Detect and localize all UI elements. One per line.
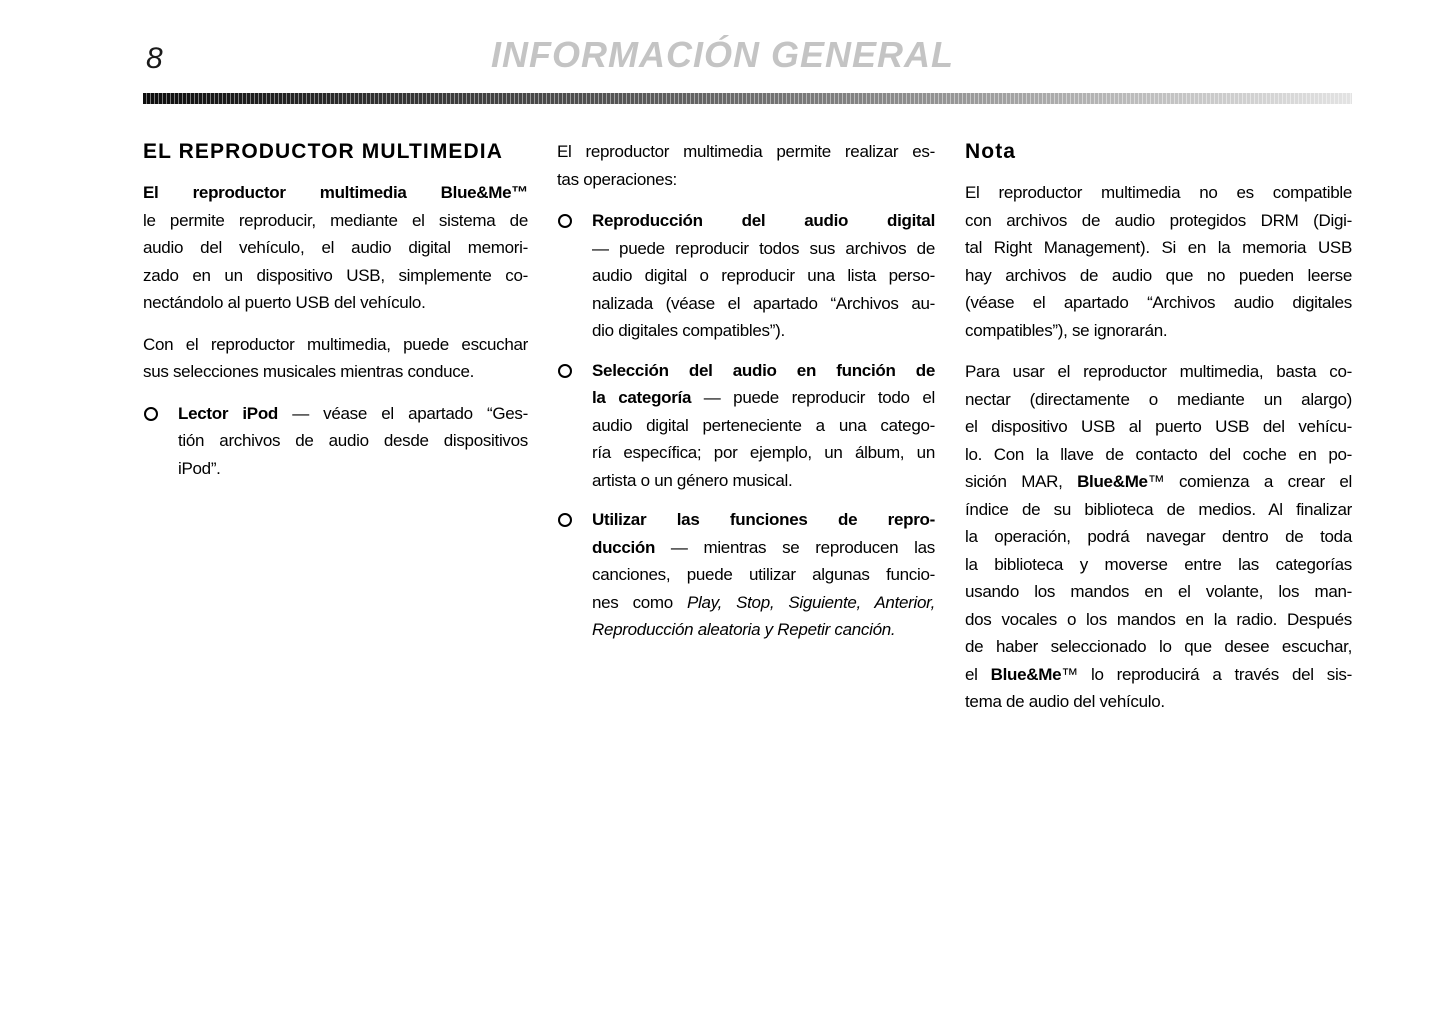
text-line (592, 207, 935, 235)
text-segment: sición MAR, (965, 472, 1078, 491)
text-line (965, 413, 1352, 441)
text-segment: EL REPRODUCTOR MULTIMEDIA (143, 140, 504, 163)
text-segment: el (965, 664, 991, 684)
text-segment: le permite reproducir, mediante el sistema de (143, 210, 528, 230)
text-segment: ™ (1147, 472, 1165, 491)
paragraph (143, 331, 528, 386)
text-segment: ™ (1061, 664, 1078, 684)
text-line (592, 412, 935, 440)
text-line (143, 331, 528, 359)
text-segment: ría específica; por ejemplo, un álbum, un (592, 443, 935, 462)
text-line (592, 467, 935, 495)
text-line (965, 289, 1352, 317)
text-segment: — mientras se reproducen las (655, 537, 935, 557)
paragraph (557, 138, 935, 193)
text-segment: nalizada (véase el apartado “Archivos au- (592, 293, 935, 313)
text-segment: Play, Stop, Siguiente, Anterior, (687, 592, 935, 612)
text-line (592, 235, 935, 263)
text-line (965, 496, 1352, 524)
text-line (592, 439, 935, 467)
column-right (965, 138, 1352, 730)
text-segment: (véase el apartado “Archivos audio digitales (965, 293, 1352, 312)
text-line (965, 358, 1352, 386)
text-segment: zado en un dispositivo USB, simplemente co- (143, 265, 528, 285)
text-segment: audio del vehículo, el audio digital memori- (143, 238, 528, 257)
text-line (965, 468, 1352, 496)
text-line (592, 616, 935, 644)
text-segment: dio digitales compatibles”). (592, 321, 785, 340)
text-segment: Lector iPod (178, 403, 279, 423)
text-columns (143, 138, 1352, 730)
text-line (143, 358, 528, 386)
text-segment: lo reproducirá a través del sis- (1077, 664, 1352, 684)
text-line (965, 234, 1352, 262)
page-header (0, 0, 1445, 93)
bullet-content (178, 400, 528, 483)
text-line (143, 138, 528, 166)
text-line (178, 427, 528, 455)
column-left (143, 138, 528, 730)
text-segment: nectándolo al puerto USB del vehículo. (143, 293, 426, 312)
text-segment: tas operaciones: (557, 169, 677, 189)
text-segment: artista o un género musical. (592, 470, 793, 490)
text-line (592, 589, 935, 617)
text-line (557, 138, 935, 166)
page-title: INFORMACIÓN GENERAL (491, 34, 954, 75)
paragraph (965, 358, 1352, 716)
text-segment: usando los mandos en el volante, los man- (965, 582, 1352, 601)
text-line (965, 317, 1352, 345)
header-divider-bar (143, 93, 1352, 104)
text-line (592, 506, 935, 534)
text-line (965, 661, 1352, 689)
text-segment: el dispositivo USB al puerto USB del vehícu- (965, 417, 1352, 436)
text-segment: Reproducción del audio digital (592, 211, 935, 230)
bullet-content (592, 207, 935, 345)
text-segment: lo. Con la llave de contacto del coche en po- (965, 444, 1352, 464)
text-segment: Blue&Me (990, 664, 1062, 684)
bullet-item (557, 357, 935, 495)
text-segment: Con el reproductor multimedia, puede escuchar (143, 334, 528, 354)
text-segment: canciones, puede utilizar algunas funcio- (592, 565, 935, 584)
bullet-content (592, 357, 935, 495)
text-segment: Utilizar las funciones de repro- (592, 510, 935, 529)
section-heading (143, 138, 528, 166)
text-segment: — puede reproducir todo el (691, 388, 936, 407)
text-line (965, 578, 1352, 606)
column-center (557, 138, 935, 730)
text-line (143, 262, 528, 290)
text-line (557, 166, 935, 194)
text-line (965, 262, 1352, 290)
text-line (965, 606, 1352, 634)
text-line (178, 400, 528, 428)
text-segment: nectar (directamente o mediante un alargo) (965, 389, 1352, 409)
text-line (143, 179, 528, 207)
text-line (143, 234, 528, 262)
text-line (965, 551, 1352, 579)
text-segment: dos vocales o los mandos en la radio. Después (965, 609, 1352, 629)
text-segment: tal Right Management). Si en la memoria USB (965, 238, 1352, 257)
bullet-circle-icon (558, 214, 572, 228)
text-segment: sus selecciones musicales mientras conduce. (143, 362, 475, 381)
text-line (592, 561, 935, 589)
text-line (592, 357, 935, 385)
text-line (965, 523, 1352, 551)
text-segment: El reproductor multimedia no es compatible (965, 183, 1352, 202)
text-line (965, 386, 1352, 414)
bullet-circle-icon (558, 513, 572, 527)
bullet-circle-icon (144, 407, 158, 421)
text-line (592, 262, 935, 290)
text-segment: Selección del audio en función de (592, 360, 935, 380)
text-segment: tión archivos de audio desde dispositivos (178, 431, 528, 450)
bullet-circle-icon (558, 364, 572, 378)
text-line (592, 534, 935, 562)
text-segment: Para usar el reproductor multimedia, basta co- (965, 362, 1352, 381)
text-line (143, 207, 528, 235)
text-segment: tema de audio del vehículo. (965, 692, 1165, 711)
text-segment: iPod”. (178, 458, 221, 478)
text-segment: — puede reproducir todos sus archivos de (592, 238, 935, 258)
text-line (592, 384, 935, 412)
text-segment: ducción (592, 537, 656, 557)
text-line (965, 688, 1352, 716)
text-segment: la operación, podrá navegar dentro de toda (965, 527, 1352, 546)
paragraph (965, 179, 1352, 344)
text-segment: la categoría (592, 388, 692, 407)
text-segment: El reproductor multimedia Blue&Me™ (143, 183, 528, 202)
text-segment: — véase el apartado “Ges- (278, 403, 528, 423)
text-line (592, 317, 935, 345)
text-segment: la biblioteca y moverse entre las categorías (965, 554, 1352, 574)
text-segment: El reproductor multimedia permite realizar es- (557, 142, 935, 161)
bullet-item (557, 506, 935, 644)
bullet-content (592, 506, 935, 644)
text-line (965, 207, 1352, 235)
text-segment: índice de su biblioteca de medios. Al finalizar (965, 499, 1352, 519)
text-segment: Nota (965, 140, 1017, 163)
text-segment: nes como (592, 592, 687, 612)
bullet-item (143, 400, 528, 483)
section-heading (965, 138, 1352, 166)
text-line (178, 455, 528, 483)
text-segment: audio digital perteneciente a una catego- (592, 415, 935, 435)
text-line (143, 289, 528, 317)
text-line (965, 179, 1352, 207)
text-segment: Blue&Me (1077, 472, 1148, 491)
text-line (965, 138, 1352, 166)
page-number: 8 (146, 42, 163, 75)
text-segment: de haber seleccionado lo que desee escuchar, (965, 637, 1352, 656)
text-line (965, 441, 1352, 469)
text-segment: con archivos de audio protegidos DRM (Digi- (965, 210, 1352, 230)
text-segment: Reproducción aleatoria y Repetir canción. (592, 620, 896, 639)
text-segment: audio digital o reproducir una lista perso- (592, 266, 935, 285)
text-line (965, 633, 1352, 661)
text-segment: comienza a crear el (1164, 472, 1352, 491)
text-segment: hay archivos de audio que no pueden leerse (965, 265, 1352, 285)
bullet-item (557, 207, 935, 345)
text-segment: compatibles”), se ignorarán. (965, 320, 1168, 340)
text-line (592, 290, 935, 318)
paragraph (143, 179, 528, 317)
